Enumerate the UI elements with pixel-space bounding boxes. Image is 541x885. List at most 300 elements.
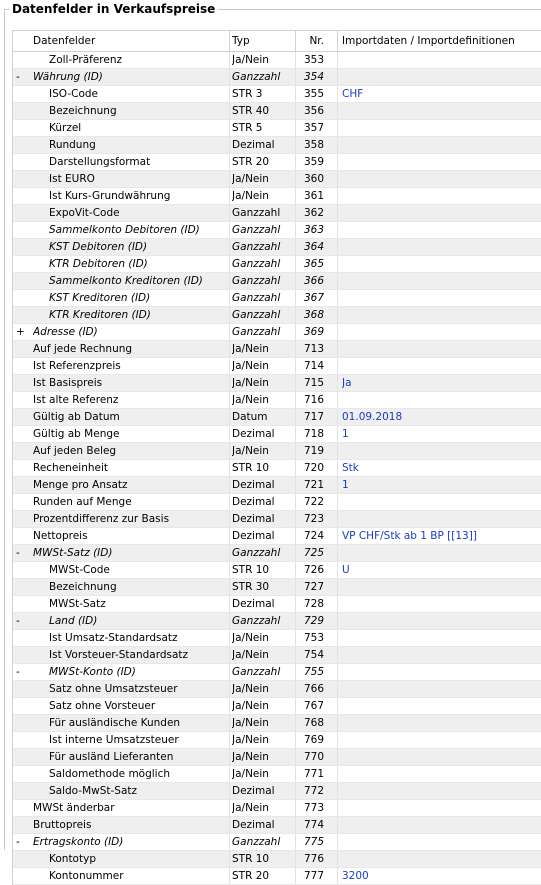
column-divider xyxy=(337,31,338,51)
table-row[interactable] xyxy=(13,783,541,800)
field-name: MWSt-Konto (ID) xyxy=(49,666,136,678)
field-type: Dezimal xyxy=(232,598,275,610)
field-type: Ganzzahl xyxy=(232,836,281,848)
import-definition[interactable]: VP CHF/Stk ab 1 BP [[13]] xyxy=(342,530,477,542)
collapse-toggle[interactable]: - xyxy=(16,666,20,678)
table-row[interactable] xyxy=(13,817,541,834)
field-number: 725 xyxy=(303,547,324,559)
field-number: 727 xyxy=(303,581,324,593)
column-divider xyxy=(229,137,230,153)
column-divider xyxy=(295,239,296,255)
column-divider xyxy=(295,664,296,680)
field-name: Für ausländische Kunden xyxy=(49,717,181,729)
field-number: 367 xyxy=(303,292,324,304)
table-row[interactable] xyxy=(13,86,541,103)
field-type: Ja/Nein xyxy=(232,360,269,372)
field-name: MWSt-Satz (ID) xyxy=(33,547,113,559)
field-number: 729 xyxy=(303,615,324,627)
column-divider xyxy=(229,256,230,272)
column-divider xyxy=(295,817,296,833)
table-row[interactable] xyxy=(13,800,541,817)
column-divider xyxy=(229,766,230,782)
table-row[interactable] xyxy=(13,409,541,426)
column-divider xyxy=(295,120,296,136)
collapse-toggle[interactable]: - xyxy=(16,547,20,559)
field-number: 769 xyxy=(303,734,324,746)
table-row[interactable] xyxy=(13,52,541,69)
field-name: Gültig ab Datum xyxy=(33,411,120,423)
column-divider xyxy=(337,698,338,714)
field-number: 767 xyxy=(303,700,324,712)
field-type: STR 3 xyxy=(232,88,263,100)
field-type: Ja/Nein xyxy=(232,377,269,389)
column-divider xyxy=(295,630,296,646)
field-number: 777 xyxy=(303,870,324,882)
field-name: Währung (ID) xyxy=(33,71,103,83)
table-row[interactable] xyxy=(13,681,541,698)
column-divider xyxy=(337,834,338,850)
field-type: STR 40 xyxy=(232,105,270,117)
column-divider xyxy=(337,69,338,85)
column-divider xyxy=(337,137,338,153)
column-divider xyxy=(337,426,338,442)
column-divider xyxy=(295,494,296,510)
collapse-toggle[interactable]: - xyxy=(16,615,20,627)
field-name: Ist Basispreis xyxy=(33,377,103,389)
column-divider xyxy=(295,86,296,102)
field-type: Ganzzahl xyxy=(232,615,281,627)
field-type: Ja/Nein xyxy=(232,54,269,66)
table-row[interactable] xyxy=(13,579,541,596)
table-row[interactable] xyxy=(13,630,541,647)
field-number: 773 xyxy=(303,802,324,814)
field-type: Ja/Nein xyxy=(232,632,269,644)
field-number: 359 xyxy=(303,156,324,168)
field-name: Recheneinheit xyxy=(33,462,109,474)
field-type: Dezimal xyxy=(232,139,275,151)
column-divider xyxy=(229,783,230,799)
table-row[interactable] xyxy=(13,443,541,460)
field-number: 363 xyxy=(303,224,324,236)
column-divider xyxy=(337,596,338,612)
field-name: Ist Vorsteuer-Standardsatz xyxy=(49,649,189,661)
table-row[interactable] xyxy=(13,477,541,494)
table-body xyxy=(13,52,541,885)
table-row[interactable] xyxy=(13,256,541,273)
column-divider xyxy=(337,307,338,323)
table-row[interactable] xyxy=(13,715,541,732)
column-divider xyxy=(295,766,296,782)
column-divider xyxy=(229,528,230,544)
column-divider xyxy=(337,664,338,680)
table-row[interactable] xyxy=(13,732,541,749)
field-type: Ja/Nein xyxy=(232,445,269,457)
field-number: 358 xyxy=(303,139,324,151)
field-name: Satz ohne Vorsteuer xyxy=(49,700,156,712)
field-number: 766 xyxy=(303,683,324,695)
field-type: Ganzzahl xyxy=(232,71,281,83)
import-definition[interactable]: 3200 xyxy=(342,870,369,882)
column-divider xyxy=(337,290,338,306)
field-type: Ja/Nein xyxy=(232,343,269,355)
field-name: Kontonummer xyxy=(49,870,124,882)
column-divider xyxy=(295,596,296,612)
import-definition[interactable]: 01.09.2018 xyxy=(342,411,403,423)
table-row[interactable] xyxy=(13,834,541,851)
column-divider xyxy=(229,222,230,238)
table-row[interactable] xyxy=(13,375,541,392)
column-divider xyxy=(295,460,296,476)
column-divider xyxy=(295,341,296,357)
field-number: 722 xyxy=(303,496,324,508)
field-number: 753 xyxy=(303,632,324,644)
column-divider xyxy=(229,698,230,714)
table-row[interactable] xyxy=(13,358,541,375)
column-divider xyxy=(337,341,338,357)
table-row[interactable] xyxy=(13,868,541,885)
table-row[interactable] xyxy=(13,205,541,222)
table-row[interactable] xyxy=(13,392,541,409)
field-number: 719 xyxy=(303,445,324,457)
column-divider xyxy=(295,256,296,272)
column-divider xyxy=(229,868,230,884)
column-divider xyxy=(337,154,338,170)
column-divider xyxy=(337,681,338,697)
field-type: Ja/Nein xyxy=(232,717,269,729)
field-type: Ja/Nein xyxy=(232,802,269,814)
column-divider xyxy=(337,103,338,119)
field-type: Ganzzahl xyxy=(232,258,281,270)
column-divider xyxy=(295,732,296,748)
column-divider xyxy=(337,52,338,68)
column-divider xyxy=(229,52,230,68)
column-divider xyxy=(229,732,230,748)
field-number: 775 xyxy=(303,836,324,848)
table-row[interactable] xyxy=(13,103,541,120)
field-type: STR 5 xyxy=(232,122,263,134)
field-number: 715 xyxy=(303,377,324,389)
field-name: Bezeichnung xyxy=(49,581,117,593)
column-divider xyxy=(295,647,296,663)
column-divider xyxy=(295,154,296,170)
field-name: Kontotyp xyxy=(49,853,96,865)
field-number: 713 xyxy=(303,343,324,355)
field-type: Ganzzahl xyxy=(232,224,281,236)
field-number: 353 xyxy=(303,54,324,66)
table-row[interactable] xyxy=(13,545,541,562)
column-divider xyxy=(229,154,230,170)
column-divider xyxy=(295,545,296,561)
field-type: Dezimal xyxy=(232,496,275,508)
column-divider xyxy=(229,562,230,578)
column-divider xyxy=(229,613,230,629)
column-divider xyxy=(295,511,296,527)
field-name: Für ausländ Lieferanten xyxy=(49,751,174,763)
import-definition[interactable]: 1 xyxy=(342,479,349,491)
collapse-toggle[interactable]: - xyxy=(16,836,20,848)
field-name: Land (ID) xyxy=(49,615,98,627)
column-divider xyxy=(295,358,296,374)
column-divider xyxy=(295,307,296,323)
column-divider xyxy=(295,698,296,714)
table-row[interactable] xyxy=(13,766,541,783)
column-divider xyxy=(229,647,230,663)
column-divider xyxy=(337,375,338,391)
table-row[interactable] xyxy=(13,528,541,545)
table-row[interactable] xyxy=(13,307,541,324)
field-type: Ja/Nein xyxy=(232,734,269,746)
field-name: Nettopreis xyxy=(33,530,88,542)
column-divider xyxy=(337,205,338,221)
field-name: Satz ohne Umsatzsteuer xyxy=(49,683,178,695)
column-divider xyxy=(337,732,338,748)
column-divider xyxy=(337,358,338,374)
table-row[interactable] xyxy=(13,137,541,154)
column-divider xyxy=(337,851,338,867)
column-divider xyxy=(229,120,230,136)
column-divider xyxy=(337,392,338,408)
expand-toggle[interactable]: + xyxy=(16,326,25,338)
field-type: Ganzzahl xyxy=(232,666,281,678)
import-definition[interactable]: CHF xyxy=(342,88,364,100)
column-divider xyxy=(337,613,338,629)
column-divider xyxy=(295,783,296,799)
column-divider xyxy=(295,409,296,425)
column-divider xyxy=(337,171,338,187)
field-number: 716 xyxy=(303,394,324,406)
field-type: Ja/Nein xyxy=(232,190,269,202)
column-divider xyxy=(295,851,296,867)
collapse-toggle[interactable]: - xyxy=(16,71,20,83)
column-divider xyxy=(295,205,296,221)
field-name: Ist alte Referenz xyxy=(33,394,119,406)
field-name: Adresse (ID) xyxy=(33,326,98,338)
column-divider xyxy=(337,494,338,510)
field-type: Dezimal xyxy=(232,785,275,797)
field-name: MWSt änderbar xyxy=(33,802,115,814)
table-row[interactable] xyxy=(13,324,541,341)
column-divider xyxy=(337,477,338,493)
column-divider xyxy=(295,52,296,68)
table-row[interactable] xyxy=(13,290,541,307)
table-row[interactable] xyxy=(13,664,541,681)
column-divider xyxy=(337,324,338,340)
column-divider xyxy=(229,443,230,459)
table-row[interactable] xyxy=(13,171,541,188)
column-divider xyxy=(229,273,230,289)
field-number: 721 xyxy=(303,479,324,491)
column-divider xyxy=(229,511,230,527)
column-divider xyxy=(229,579,230,595)
table-header xyxy=(13,31,541,52)
column-divider xyxy=(337,120,338,136)
table-row[interactable] xyxy=(13,120,541,137)
field-type: Ja/Nein xyxy=(232,700,269,712)
column-divider xyxy=(229,69,230,85)
field-number: 728 xyxy=(303,598,324,610)
field-name: Sammelkonto Debitoren (ID) xyxy=(49,224,200,236)
field-name: Zoll-Präferenz xyxy=(49,54,123,66)
field-number: 354 xyxy=(303,71,324,83)
column-divider xyxy=(229,188,230,204)
column-divider xyxy=(295,715,296,731)
field-type: STR 10 xyxy=(232,853,270,865)
column-divider xyxy=(295,528,296,544)
field-number: 357 xyxy=(303,122,324,134)
table-row[interactable] xyxy=(13,596,541,613)
field-type: Ganzzahl xyxy=(232,326,281,338)
table-row[interactable] xyxy=(13,460,541,477)
field-number: 364 xyxy=(303,241,324,253)
field-name: Menge pro Ansatz xyxy=(33,479,128,491)
column-divider xyxy=(337,749,338,765)
field-name: KTR Debitoren (ID) xyxy=(49,258,148,270)
table-row[interactable] xyxy=(13,562,541,579)
column-divider xyxy=(295,171,296,187)
column-divider xyxy=(229,103,230,119)
column-divider xyxy=(337,868,338,884)
column-divider xyxy=(337,800,338,816)
field-name: Runden auf Menge xyxy=(33,496,132,508)
field-name: Saldo-MwSt-Satz xyxy=(49,785,138,797)
import-definition[interactable]: U xyxy=(342,564,350,576)
column-divider xyxy=(337,239,338,255)
field-type: Dezimal xyxy=(232,479,275,491)
import-definition[interactable]: 1 xyxy=(342,428,349,440)
column-divider xyxy=(229,715,230,731)
column-divider xyxy=(295,579,296,595)
column-header-import[interactable]: Importdaten / Importdefinitionen xyxy=(342,35,515,47)
table-row[interactable] xyxy=(13,69,541,86)
column-divider xyxy=(337,817,338,833)
table-row[interactable] xyxy=(13,188,541,205)
field-type: Ganzzahl xyxy=(232,241,281,253)
field-number: 355 xyxy=(303,88,324,100)
field-type: Ja/Nein xyxy=(232,751,269,763)
field-number: 361 xyxy=(303,190,324,202)
column-divider xyxy=(337,630,338,646)
field-type: STR 30 xyxy=(232,581,270,593)
column-divider xyxy=(295,477,296,493)
column-divider xyxy=(295,375,296,391)
field-name: Ist Referenzpreis xyxy=(33,360,121,372)
column-divider xyxy=(337,715,338,731)
column-divider xyxy=(229,460,230,476)
column-divider xyxy=(229,307,230,323)
field-name: Auf jeden Beleg xyxy=(33,445,117,457)
field-type: Ganzzahl xyxy=(232,207,281,219)
column-header-nr[interactable]: Nr. xyxy=(309,35,324,47)
field-number: 717 xyxy=(303,411,324,423)
column-divider xyxy=(295,749,296,765)
field-type: Ganzzahl xyxy=(232,275,281,287)
table-row[interactable] xyxy=(13,239,541,256)
field-name: Ertragskonto (ID) xyxy=(33,836,124,848)
column-divider xyxy=(229,86,230,102)
table-row[interactable] xyxy=(13,613,541,630)
column-divider xyxy=(229,817,230,833)
column-header-type[interactable]: Typ xyxy=(232,35,250,47)
column-divider xyxy=(229,664,230,680)
column-divider xyxy=(295,392,296,408)
column-divider xyxy=(229,290,230,306)
column-divider xyxy=(337,647,338,663)
column-divider xyxy=(229,324,230,340)
table-row[interactable] xyxy=(13,698,541,715)
field-number: 720 xyxy=(303,462,324,474)
field-type: STR 20 xyxy=(232,156,270,168)
table-row[interactable] xyxy=(13,647,541,664)
field-name: Ist Umsatz-Standardsatz xyxy=(49,632,178,644)
column-divider xyxy=(295,443,296,459)
field-type: Ganzzahl xyxy=(232,292,281,304)
column-divider xyxy=(337,562,338,578)
field-number: 754 xyxy=(303,649,324,661)
field-type: Ja/Nein xyxy=(232,173,269,185)
field-type: Ganzzahl xyxy=(232,309,281,321)
column-header-name[interactable]: Datenfelder xyxy=(33,35,96,47)
column-divider xyxy=(229,800,230,816)
table-row[interactable] xyxy=(13,749,541,766)
field-number: 714 xyxy=(303,360,324,372)
column-divider xyxy=(229,205,230,221)
table-row[interactable] xyxy=(13,426,541,443)
column-divider xyxy=(337,460,338,476)
table-row[interactable] xyxy=(13,494,541,511)
field-number: 365 xyxy=(303,258,324,270)
table-row[interactable] xyxy=(13,154,541,171)
field-number: 366 xyxy=(303,275,324,287)
field-number: 723 xyxy=(303,513,324,525)
field-type: Ja/Nein xyxy=(232,394,269,406)
column-divider xyxy=(337,443,338,459)
column-divider xyxy=(337,256,338,272)
field-name: Kürzel xyxy=(49,122,82,134)
column-divider xyxy=(229,681,230,697)
field-number: 771 xyxy=(303,768,324,780)
column-divider xyxy=(337,222,338,238)
table-row[interactable] xyxy=(13,222,541,239)
column-divider xyxy=(337,511,338,527)
column-divider xyxy=(229,375,230,391)
column-divider xyxy=(295,103,296,119)
field-name: Rundung xyxy=(49,139,96,151)
field-type: Ja/Nein xyxy=(232,683,269,695)
column-divider xyxy=(337,409,338,425)
table-row[interactable] xyxy=(13,851,541,868)
field-name: MWSt-Code xyxy=(49,564,110,576)
column-divider xyxy=(229,31,230,51)
field-type: Dezimal xyxy=(232,513,275,525)
field-name: ExpoVit-Code xyxy=(49,207,120,219)
field-type: Dezimal xyxy=(232,819,275,831)
import-definition[interactable]: Ja xyxy=(342,377,352,389)
field-number: 724 xyxy=(303,530,324,542)
field-type: Ja/Nein xyxy=(232,649,269,661)
field-number: 755 xyxy=(303,666,324,678)
column-divider xyxy=(229,171,230,187)
import-definition[interactable]: Stk xyxy=(342,462,359,474)
column-divider xyxy=(337,273,338,289)
field-number: 362 xyxy=(303,207,324,219)
field-type: Ja/Nein xyxy=(232,768,269,780)
column-divider xyxy=(295,834,296,850)
table-row[interactable] xyxy=(13,273,541,290)
column-divider xyxy=(229,749,230,765)
table-row[interactable] xyxy=(13,341,541,358)
table-row[interactable] xyxy=(13,511,541,528)
column-divider xyxy=(295,137,296,153)
